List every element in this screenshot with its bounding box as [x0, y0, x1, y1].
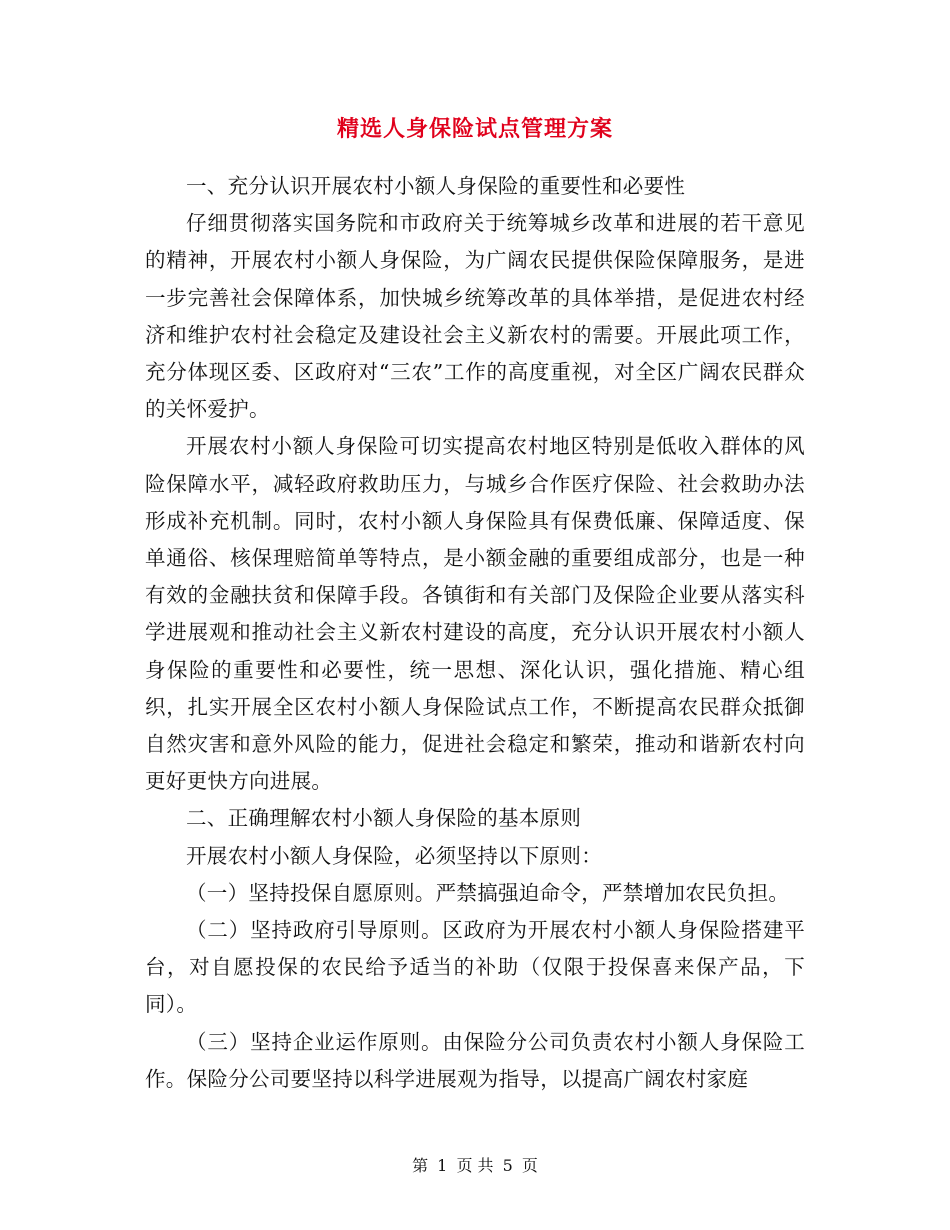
page-footer — [0, 1153, 950, 1176]
principle-item-3: （三）坚持企业运作原则。由保险分公司负责农村小额人身保险工作。保险分公司要坚持以科学进展观为指导，以提高广阔农村家庭 — [145, 1029, 805, 1091]
section-heading-1: 一、充分认识开展农村小额人身保险的重要性和必要性 — [186, 174, 686, 198]
principle-item-1: （一）坚持投保自愿原则。严禁搞强迫命令，严禁增加农民负担。 — [186, 880, 790, 905]
paragraph: 仔细贯彻落实国务院和市政府关于统筹城乡改革和进展的若干意见的精神，开展农村小额人身保险，为广阔农民提供保险保障服务，是进一步完善社会保障体系，加快城乡统筹改革的具体举措，是促进农村经济和维护农村社会稳定及建设社会主义新农村的需要。开展此项工作，充分体现区委、区政府对“三农”工作的高度重视，对全区广阔农民群众的关怀爱护。 — [145, 211, 805, 422]
page-label-middle: 页 共 — [456, 1156, 494, 1175]
paragraph: 开展农村小额人身保险可切实提高农村地区特别是低收入群体的风险保障水平，减轻政府救助压力，与城乡合作医疗保险、社会救助办法形成补充机制。同时，农村小额人身保险具有保费低廉、保障适度、保单通俗、核保理赔简单等特点，是小额金融的重要组成部分，也是一种有效的金融扶贫和保障手段。各镇街和有关部门及保险企业要从落实科学进展观和推动社会主义新农村建设的高度，充分认识开展农村小额人身保险的重要性和必要性，统一思想、深化认识，强化措施、精心组织，扎实开展全区农村小额人身保险试点工作，不断提高农民群众抵御自然灾害和意外风险的能力，促进社会稳定和繁荣，推动和谐新农村向更好更快方向进展。 — [145, 434, 805, 794]
document-body — [145, 168, 805, 1098]
section-heading-2: 二、正确理解农村小额人身保险的基本原则 — [186, 806, 582, 831]
principle-item-2: （二）坚持政府引导原则。区政府为开展农村小额人身保险搭建平台，对自愿投保的农民给予适当的补助（仅限于投保喜来保产品，下同）。 — [145, 918, 805, 1017]
document-title: 精选人身保险试点管理方案 — [336, 116, 613, 142]
current-page-number: 1 — [437, 1156, 448, 1175]
page-label-suffix: 页 — [521, 1156, 538, 1175]
paragraph: 开展农村小额人身保险，必须坚持以下原则： — [186, 843, 602, 868]
page-label-prefix: 第 — [412, 1156, 429, 1175]
total-pages-number: 5 — [502, 1156, 513, 1175]
